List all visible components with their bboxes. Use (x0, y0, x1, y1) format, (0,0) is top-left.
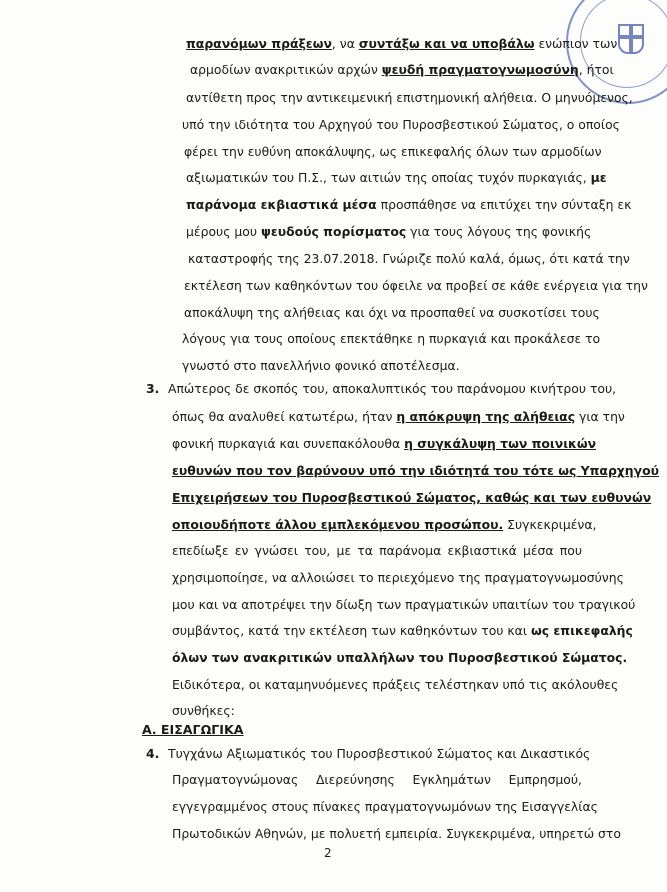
item-3-line-9: μου και να αποτρέψει την δίωξη των πραγματικών υπαιτίων του τραγικού (172, 597, 636, 612)
p2-line-13: γνωστό στο πανελλήνιο φονικό αποτέλεσμα. (182, 358, 460, 373)
item-4-line-1: Τυγχάνω Αξιωματικός του Πυροσβεστικού Σώματος και Δικαστικός (168, 746, 591, 761)
item-3-line-10: συμβάντος, κατά την εκτέλεση των καθηκόντων του και ως επικεφαλής (172, 623, 633, 638)
item-3-line-8: χρησιμοποίησε, να αλλοιώσει το περιεχόμενο της πραγματογνωμοσύνης (172, 570, 624, 585)
greek-cross-crest-icon (618, 24, 644, 54)
p2-line-10: εκτέλεση των καθηκόντων του όφειλε να προβεί σε κάθε ενέργεια για την (184, 278, 648, 293)
p2-line-5: φέρει την ευθύνη αποκάλυψης, ως επικεφαλής όλων των αρμοδίων (184, 144, 602, 159)
item-3-line-4: ευθυνών που τον βαρύνουν υπό την ιδιότητά του τότε ως Υπαρχηγού (172, 463, 659, 478)
item-3-line-6: οποιουδήποτε άλλου εμπλεκόμενου προσώπου. Συγκεκριμένα, (172, 517, 597, 532)
item-3-line-11: όλων των ανακριτικών υπαλλήλων του Πυροσβεστικού Σώματος. (172, 650, 628, 665)
p2-line-1: παρανόμων πράξεων, να συντάξω και να υποβάλω ενώπιον των (186, 36, 618, 51)
p2-line-2: αρμοδίων ανακριτικών αρχών ψευδή πραγματογνωμοσύνη, ήτοι (190, 62, 614, 77)
official-seal-stamp (566, 0, 667, 104)
item-3-line-1: Απώτερος δε σκοπός του, αποκαλυπτικός του παράνομου κινήτρου του, (168, 381, 617, 396)
item-3-line-3: φονική πυρκαγιά και συνεπακόλουθα η συγκάλυψη των ποινικών (172, 436, 597, 451)
p2-line-7: παράνομα εκβιαστικά μέσα προσπάθησε να επιτύχει την σύνταξη εκ (186, 197, 632, 212)
p2-line-11: αποκάλυψη της αλήθειας και όχι να προσπαθεί να συσκοτίσει τους (184, 305, 600, 320)
p2-line-12: λόγους για τους οποίους επεκτάθηκε η πυρκαγιά και προκάλεσε το (182, 331, 601, 346)
item-3-line-12: Ειδικότερα, οι καταμηνυόμενες πράξεις τελέστηκαν υπό τις ακόλουθες (172, 677, 619, 692)
p2-line-6: αξιωματικών του Π.Σ., των αιτιών της οποίας τυχόν πυρκαγιάς, με (186, 170, 607, 185)
item-4-number: 4. (146, 746, 160, 761)
p2-line-4: υπό την ιδιότητα του Αρχηγού του Πυροσβεστικού Σώματος, ο οποίος (182, 117, 620, 132)
item-3-line-2: όπως θα αναλυθεί κατωτέρω, ήταν η απόκρυψη της αλήθειας για την (172, 409, 625, 424)
p2-line-6-bold: με (590, 170, 607, 185)
item-4-line-2: Πραγματογνώμονας Διερεύνησης Εγκλημάτων Εμπρησμού, (172, 772, 582, 787)
section-heading-eisagogika: Α. ΕΙΣΑΓΩΓΙΚΑ (142, 722, 244, 737)
page-number: 2 (324, 846, 332, 860)
item-3-line-13: συνθήκες: (172, 703, 235, 718)
item-4-line-3: εγγεγραμμένος στους πίνακες πραγματογνωμόνων της Εισαγγελίας (172, 799, 598, 814)
p2-line-8: μέρους μου ψευδούς πορίσματος για τους λόγους της φονικής (186, 224, 592, 239)
p2-line-9: καταστροφής της 23.07.2018. Γνώριζε πολύ καλά, όμως, ότι κατά την (188, 251, 630, 266)
item-3-number: 3. (146, 381, 160, 396)
item-3-line-7: επεδίωξε εν γνώσει του, με τα παράνομα εκβιαστικά μέσα που (172, 543, 582, 558)
item-3-line-5: Επιχειρήσεων του Πυροσβεστικού Σώματος, καθώς και των ευθυνών (172, 490, 652, 505)
p2-line-3: αντίθετη προς την αντικειμενική επιστημονική αλήθεια. Ο μηνυόμενος, (186, 90, 633, 105)
item-4-line-4: Πρωτοδικών Αθηνών, με πολυετή εμπειρία. Συγκεκριμένα, υπηρετώ στο (172, 826, 621, 841)
